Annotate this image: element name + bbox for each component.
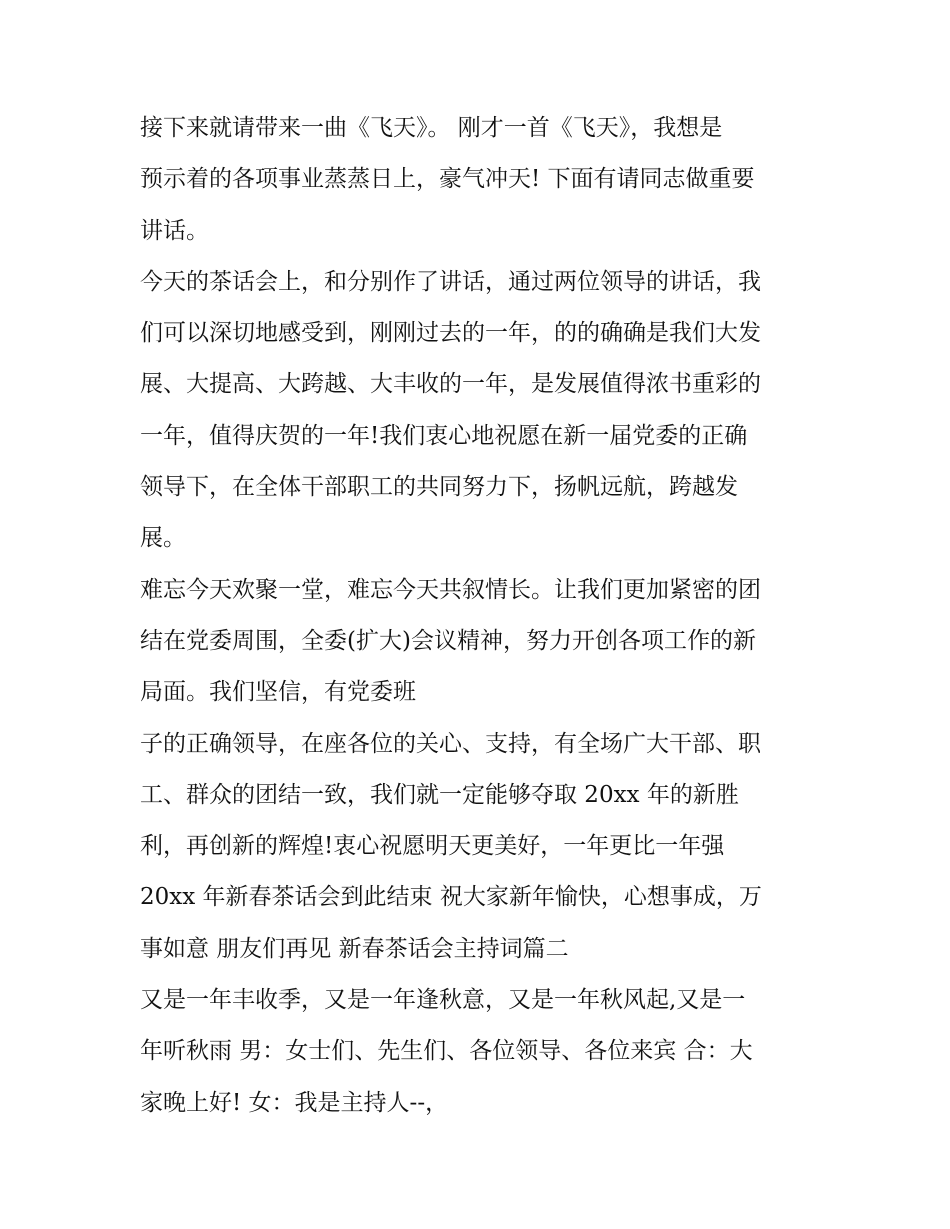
text-line: 讲话。 (140, 217, 209, 244)
text-line: 一年，值得庆贺的一年!我们衷心地祝愿在新一届党委的正确 (140, 422, 748, 449)
text-line: 年听秋雨 男：女士们、先生们、各位领导、各位来宾 合：大 (140, 1038, 753, 1065)
text-line: 结在党委周围，全委(扩大)会议精神，努力开创各项工作的新 (140, 627, 756, 654)
text-line: 领导下，在全体干部职工的共同努力下，扬帆远航，跨越发 (140, 474, 738, 501)
text-line: 子的正确领导，在座各位的关心、支持，有全场广大干部、职 (140, 730, 761, 757)
text-line: 家晚上好! 女：我是主持人--， (140, 1089, 449, 1116)
text-line: 们可以深切地感受到，刚刚过去的一年，的的确确是我们大发 (140, 320, 761, 347)
document-body (140, 108, 820, 1134)
text-line: 预示着的各项事业蒸蒸日上，豪气冲天! 下面有请同志做重要 (140, 166, 755, 193)
text-line: 利，再创新的辉煌!衷心祝愿明天更美好，一年更比一年强 (140, 833, 725, 860)
text-line: 接下来就请带来一曲《飞天》。 刚才一首《飞天》，我想是 (140, 115, 723, 141)
text-line: 20xx 年新春茶话会到此结束 祝大家新年愉快，心想事成，万 (140, 884, 762, 911)
text-line: 今天的茶话会上，和分别作了讲话，通过两位领导的讲话，我 (140, 268, 761, 295)
text-line: 展。 (140, 525, 186, 552)
text-line: 工、群众的团结一致，我们就一定能够夺取 20xx 年的新胜 (140, 781, 739, 808)
text-line: 局面。我们坚信，有党委班 (140, 679, 416, 706)
text-line: 难忘今天欢聚一堂，难忘今天共叙情长。让我们更加紧密的团 (140, 576, 761, 603)
text-line: 又是一年丰收季，又是一年逢秋意，又是一年秋风起,又是一 (140, 987, 746, 1014)
text-line: 展、大提高、大跨越、大丰收的一年，是发展值得浓书重彩的 (140, 371, 761, 398)
text-line: 事如意 朋友们再见 新春茶话会主持词篇二 (140, 935, 569, 962)
